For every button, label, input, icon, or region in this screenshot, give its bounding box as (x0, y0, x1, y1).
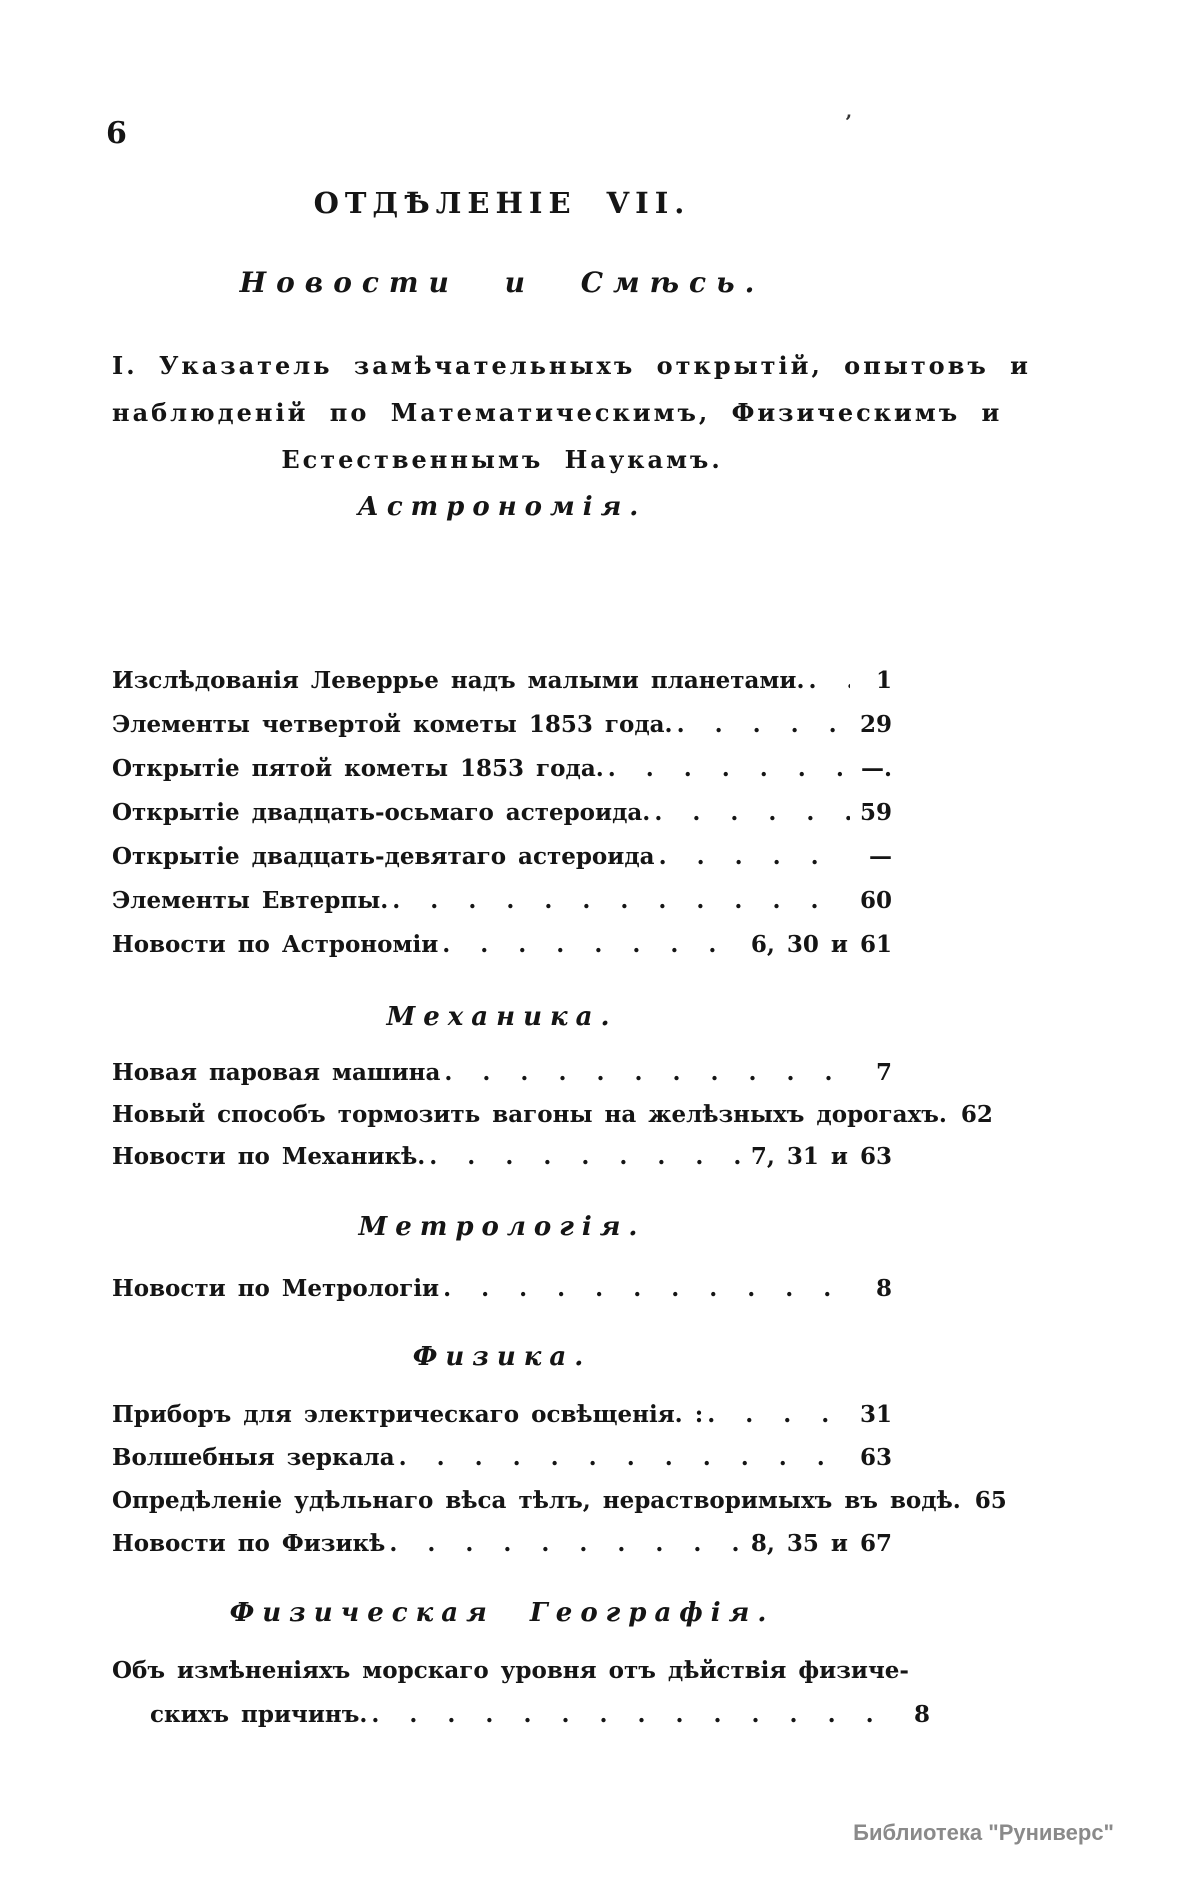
toc-entry (112, 1142, 892, 1172)
dot-leader (707, 1400, 850, 1430)
library-watermark: Библиотека "Руниверс" (853, 1820, 1114, 1845)
toc-entry-label: Приборъ для электрическаго освѣщенія. : (112, 1401, 704, 1428)
toc-entry-label: Изслѣдованія Леверрье надъ малыми планетами. (112, 667, 805, 694)
toc-entry-page: 31 (859, 1401, 892, 1428)
toc-entry-page: 7 (875, 1059, 892, 1086)
toc-entry (112, 886, 892, 916)
toc-entry-page: 60 (859, 887, 892, 914)
toc-entry-page: 8, 35 и 67 (750, 1530, 892, 1557)
toc-entry-label: Опредѣленіе удѣльнаго вѣса тѣлъ, нерастворимыхъ въ водѣ. (112, 1487, 961, 1514)
toc-entry-page: 29 (859, 711, 892, 738)
toc-entry (112, 754, 892, 784)
dot-leader (677, 710, 850, 740)
toc-entry (112, 930, 892, 960)
subsection-heading-physics: Физика. (412, 1342, 592, 1372)
dot-leader (608, 754, 850, 784)
toc-entry-page: —. (860, 755, 892, 782)
toc-entry-label: скихъ причинъ. (150, 1701, 368, 1728)
toc-entry-label: Открытіе двадцать-осьмаго астероида. (112, 799, 651, 826)
toc-entry (112, 1529, 892, 1559)
subsection-heading-astronomy: Астрономія. (357, 492, 647, 522)
dot-leader (389, 1529, 743, 1559)
subsection-heading-mechanics: Механика. (386, 1002, 618, 1032)
toc-entry-page: 8 (913, 1701, 930, 1728)
toc-entry (112, 1443, 892, 1473)
toc-entry-label: Волшебныя зеркала (112, 1444, 395, 1471)
toc-entry-label: Новая паровая машина (112, 1059, 441, 1086)
index-heading-line: I. Указатель замѣчательныхъ открытій, опытовъ и (112, 351, 1031, 380)
toc-entry-label: Элементы четвертой кометы 1853 года. (112, 711, 673, 738)
toc-entry-label: Новости по Физикѣ (112, 1530, 386, 1557)
toc-entry (112, 1700, 930, 1730)
toc-entry (112, 1058, 892, 1088)
section-subtitle: Новости и Смѣсь. (239, 266, 765, 299)
toc-entry-page: 62 (960, 1101, 993, 1128)
dot-leader (659, 842, 850, 872)
toc-entry-label: Открытіе пятой кометы 1853 года. (112, 755, 604, 782)
toc-entry-label: Новости по Механикѣ. (112, 1143, 426, 1170)
subsection-heading-physical-geography: Физическая Географія. (229, 1598, 775, 1628)
section-title: ОТДѢЛЕНІЕ VII. (313, 186, 691, 220)
toc-entry-label: Открытіе двадцать-девятаго астероида (112, 843, 655, 870)
toc-entry-page: — (869, 843, 892, 870)
subsection-heading-metrology: Метрологія. (358, 1212, 646, 1242)
toc-entry-page: 7, 31 и 63 (750, 1143, 892, 1170)
toc-entry (112, 710, 892, 740)
scan-artifact-mark: ’ (845, 110, 852, 134)
toc-entry-label: Элементы Евтерпы. (112, 887, 389, 914)
toc-entry-label: Новый способъ тормозить вагоны на желѣзныхъ дорогахъ. (112, 1101, 947, 1128)
toc-entry (112, 842, 892, 872)
dot-leader (392, 886, 850, 916)
index-heading (112, 342, 1031, 483)
toc-entry (112, 1274, 892, 1304)
dot-leader (371, 1700, 888, 1730)
dot-leader (442, 930, 743, 960)
toc-entry-page: 8 (875, 1275, 892, 1302)
toc-entry-label-line1: Объ измѣненіяхъ морскаго уровня отъ дѣйствія физиче- (112, 1657, 909, 1684)
index-heading-line: наблюденій по Математическимъ, Физическимъ и (112, 398, 1003, 427)
toc-entry-page: 63 (859, 1444, 892, 1471)
toc-entry (112, 1486, 1007, 1516)
toc-entry-label: Новости по Астрономіи (112, 931, 439, 958)
toc-entry-page: 1 (875, 667, 892, 694)
toc-entry (112, 1100, 993, 1130)
index-heading-line: Естественнымъ Наукамъ. (281, 445, 723, 474)
toc-entry (112, 1400, 892, 1430)
toc-entry-label: Новости по Метрологіи (112, 1275, 440, 1302)
dot-leader (808, 666, 850, 696)
dot-leader (444, 1058, 850, 1088)
page-number: 6 (106, 116, 127, 151)
dot-leader (399, 1443, 850, 1473)
dot-leader (443, 1274, 850, 1304)
dot-leader (429, 1142, 743, 1172)
toc-entry (112, 798, 892, 828)
toc-entry (112, 666, 892, 696)
toc-entry-page: 65 (974, 1487, 1007, 1514)
toc-entry-page: 6, 30 и 61 (750, 931, 892, 958)
dot-leader (654, 798, 850, 828)
toc-entry-page: 59 (859, 799, 892, 826)
